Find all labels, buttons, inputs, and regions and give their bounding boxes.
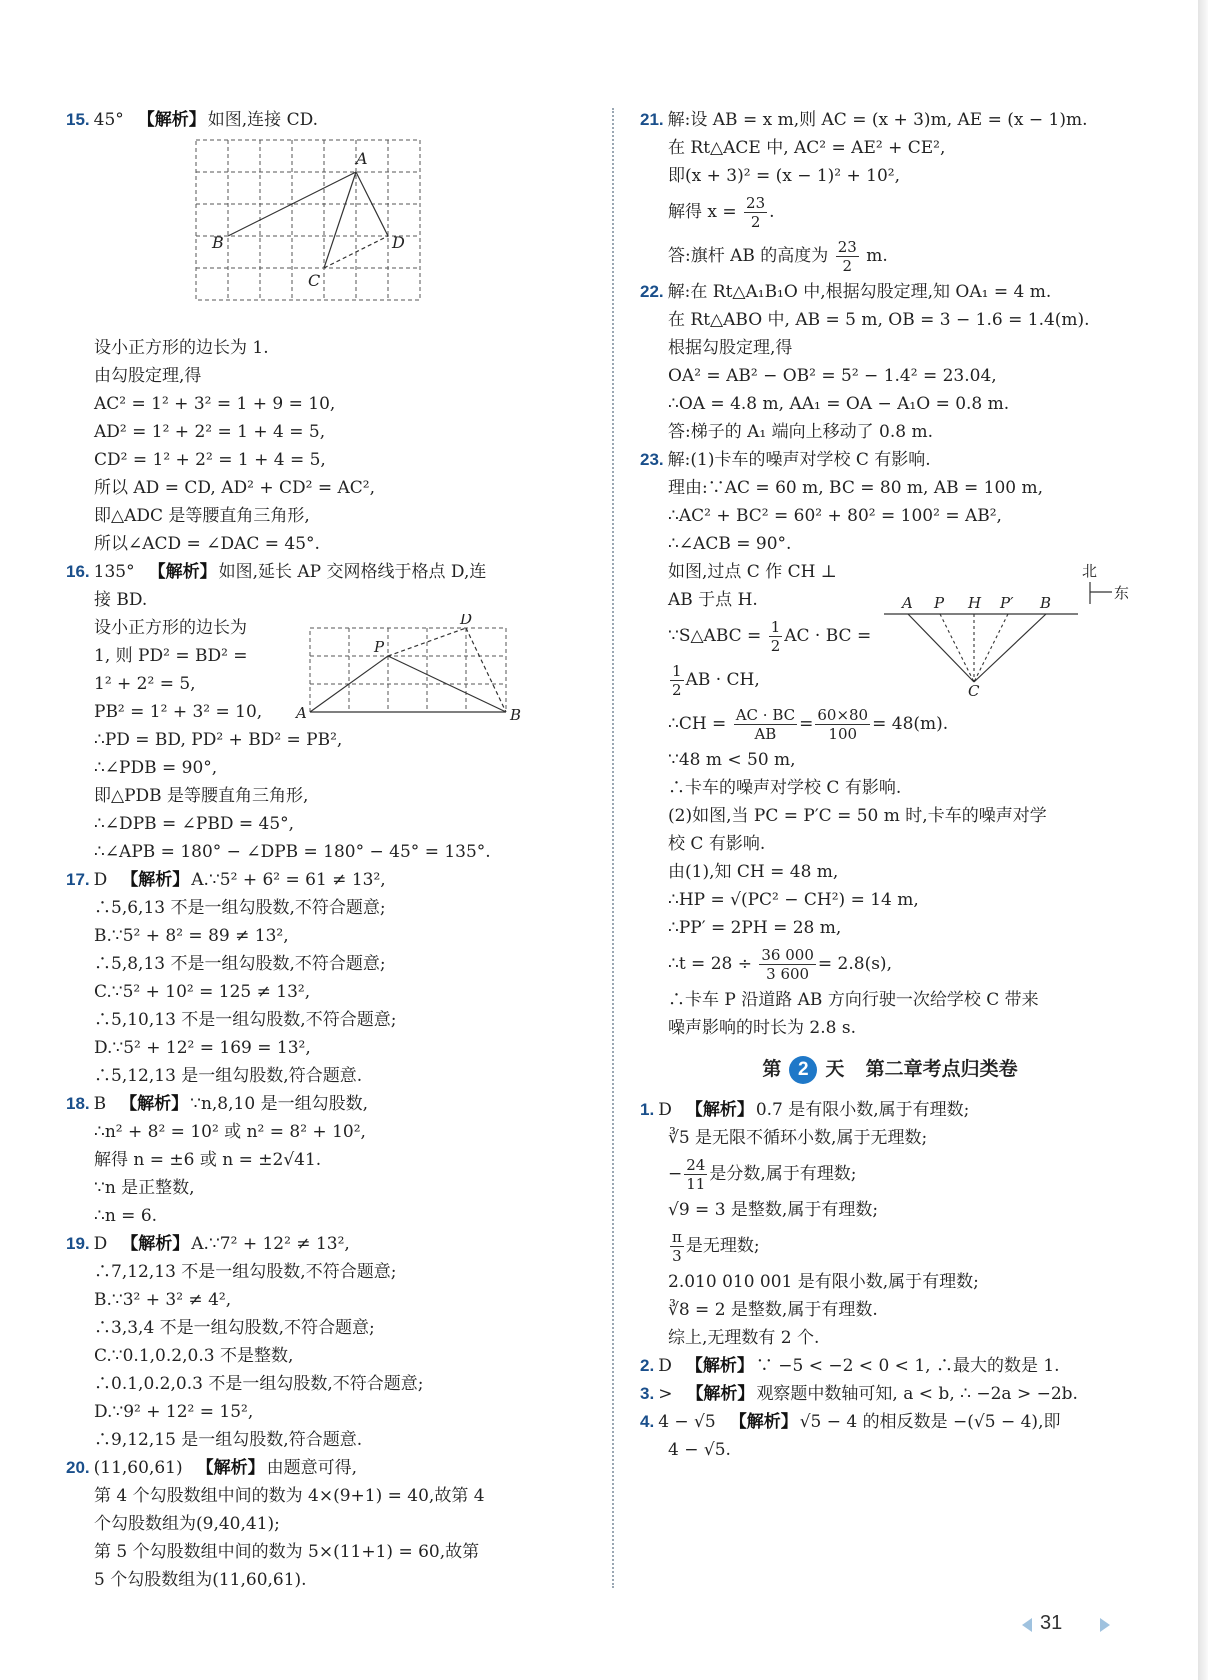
q16-side-line: 1, 则 PD² = BD² = [94,646,248,666]
q19-line: B.∵3² + 3² ≠ 4², [94,1290,232,1310]
q23-line: 噪声影响的时长为 2.8 s. [668,1018,856,1038]
q16-segment-bd [466,628,506,712]
q17-analysis-tag: 【解析】 [121,870,190,889]
q15-line: 所以 AD = CD, AD² + CD² = AC², [94,478,375,498]
compass-icon [1090,582,1112,604]
q23-line: ∴HP = √(PC² − CH²) = 14 m, [668,890,919,910]
q17-first: A.∵5² + 6² = 61 ≠ 13², [191,870,386,890]
s3-answer: > [658,1384,673,1404]
q23-line: ∴AC² + BC² = 60² + 80² = 100² = AB², [668,506,1002,526]
s1-pi-text: 是无理数; [685,1236,760,1256]
q21-first: 解:设 AB = x m,则 AC = (x + 3)m, AE = (x − 1)m. [667,110,1088,130]
s1-line: √9 = 3 是整数,属于有理数; [668,1200,879,1220]
q20-line: 5 个勾股数组为(11,60,61). [94,1570,307,1590]
q17-header [66,866,586,894]
q23-half-num: 1 [770,618,781,636]
q19-line: ∴9,12,15 是一组勾股数,符合题意. [94,1430,363,1450]
compass-north-label: 北 [1082,562,1098,580]
page-number: 31 [1040,1612,1063,1634]
q15-label-b: B [212,233,224,252]
q23-time-result: = 2.8(s), [817,954,892,974]
q15-analysis-tag: 【解析】 [137,110,206,129]
q23-time-num: 36 000 [761,946,814,964]
q18-line: ∴n² + 8² = 10² 或 n² = 8² + 10², [94,1122,366,1142]
q16-side-line: 1² + 2² = 5, [94,674,196,694]
s1-minus: − [668,1164,683,1184]
q21-line: 在 Rt△ACE 中, AC² = AE² + CE², [668,138,946,158]
q19-line: ∴0.1,0.2,0.3 不是一组勾股数,不符合题意; [94,1374,424,1394]
q23-ch-frac2 [815,706,870,743]
q23-line: (2)如图,当 PC = P′C = 50 m 时,卡车的噪声对学 [668,806,1047,826]
s1-fraction-line [668,1152,1140,1196]
q17-line: B.∵5² + 8² = 89 ≠ 13², [94,926,289,946]
q21-ans-num: 23 [837,238,857,256]
q21-frac-den: 2 [750,213,761,231]
s3-header [640,1380,1140,1408]
q19-line: C.∵0.1,0.2,0.3 不是整数, [94,1346,294,1366]
q19-line: D.∵9² + 12² = 15², [94,1402,254,1422]
q21-header [640,106,1140,134]
q16-line: ∴∠APB = 180° − ∠DPB = 180° − 45° = 135°. [94,842,491,862]
q23-label-c: C [968,682,980,696]
q23-line: 校 C 有影响. [668,834,766,854]
s1-fraction-text: 是分数,属于有理数; [709,1164,857,1184]
q18-answer: B [93,1094,107,1114]
q23-header [640,446,1140,474]
q15-line: 设小正方形的边长为 1. [94,338,269,358]
q19-header [66,1230,586,1258]
q22-header [640,278,1140,306]
q15-line: 即△ADC 是等腰直角三角形, [94,506,310,526]
s4-answer: 4 − √5 [658,1412,716,1432]
q23-area-text: ∵S△ABC = [668,626,762,646]
q16-line: 即△PDB 是等腰直角三角形, [94,786,309,806]
q20-line: 个勾股数组为(9,40,41); [94,1514,280,1534]
q18-first: ∵n,8,10 是一组勾股数, [190,1094,368,1114]
q17-line: ∴5,10,13 不是一组勾股数,不符合题意; [94,1010,397,1030]
q20-line: 第 5 个勾股数组中间的数为 5×(11+1) = 60,故第 [94,1542,480,1562]
q17-number: 17. [66,870,90,889]
q23-side-line: AB 于点 H. [668,590,758,610]
q23-line: ∴∠ACB = 90°. [668,534,792,554]
q15-line: AD² = 1² + 2² = 1 + 4 = 5, [94,422,326,442]
q20-first: 由题意可得, [266,1458,358,1478]
q21-fraction [744,194,767,231]
q23-line: ∴卡车 P 沿道路 AB 方向行驶一次给学校 C 带来 [668,990,1039,1010]
q23-side-line: 如图,过点 C 作 CH ⊥ [668,562,837,582]
q15-line: CD² = 1² + 2² = 1 + 4 = 5, [94,450,326,470]
q15-line: 由勾股定理,得 [94,366,202,386]
s1-answer: D [658,1100,672,1120]
q23-segment-pc [940,614,974,682]
q19-analysis-tag: 【解析】 [121,1234,190,1253]
section-name: 第二章考点归类卷 [865,1059,1018,1080]
q23-first: 解:(1)卡车的噪声对学校 C 有影响. [667,450,931,470]
s3-number: 3. [640,1384,655,1403]
q16-label-b: B [510,706,522,724]
q23-segment-ac [908,614,974,682]
q19-first: A.∵7² + 12² ≠ 13², [191,1234,350,1254]
s3-text: 观察题中数轴可知, a < b, ∴ −2a > −2b. [756,1384,1078,1404]
q15-segment-ac [324,172,356,268]
q15-label-c: C [308,271,321,290]
s1-header [640,1096,1140,1124]
s1-analysis-tag: 【解析】 [685,1100,754,1119]
q17-line: D.∵5² + 12² = 169 = 13², [94,1038,311,1058]
page-edge [1198,0,1208,1680]
q23-half [769,618,783,655]
q16-label-d: D [460,614,473,628]
s2-number: 2. [640,1356,655,1375]
s2-answer: D [658,1356,672,1376]
q15-intro: 如图,连接 CD. [207,110,319,130]
q23-ch-eq: = [799,714,814,734]
s4-line: 4 − √5. [668,1440,731,1460]
q23-line: ∵48 m < 50 m, [668,750,796,770]
q23-half-2 [670,662,684,699]
section-prefix: 第 [762,1059,782,1080]
q20-number: 20. [66,1458,90,1477]
s4-number: 4. [640,1412,655,1431]
q18-line: ∵n 是正整数, [94,1178,195,1198]
s1-number: 1. [640,1100,655,1119]
q21-answer-text: 答:旗杆 AB 的高度为 [668,246,829,266]
q16-intro2: 接 BD. [94,590,148,610]
s1-pi-num: π [672,1228,682,1246]
s4-text: √5 − 4 的相反数是 −(√5 − 4),即 [799,1412,1061,1432]
s1-frac-den: 11 [686,1175,706,1193]
q16-line: ∴∠PDB = 90°, [94,758,218,778]
q23-ch-den2: 100 [828,725,858,743]
q23-label-a: A [902,594,913,612]
q17-line: ∴5,12,13 是一组勾股数,符合题意. [94,1066,363,1086]
q23-label-p: P [934,594,945,612]
q23-road-figure [878,552,1138,696]
q21-answer-line [668,234,1140,278]
q18-number: 18. [66,1094,90,1113]
s1-line: ∛5 是无限不循环小数,属于无理数; [668,1128,928,1148]
q23-area-line-2 [668,658,871,702]
q23-half2-den: 2 [672,681,682,699]
section-title [640,1054,1140,1086]
left-column [66,106,586,1594]
q18-header [66,1090,586,1118]
q23-line: 理由:∵AC = 60 m, BC = 80 m, AB = 100 m, [668,478,1044,498]
q23-figure-block [668,558,1140,702]
q16-line: ∴∠DPB = ∠PBD = 45°, [94,814,295,834]
q16-intro: 如图,延长 AP 交网格线于格点 D,连 [218,562,487,582]
q15-line: AC² = 1² + 3² = 1 + 9 = 10, [94,394,336,414]
q23-segment-ppc [974,614,1008,682]
q21-solve-text: 解得 x = [668,202,737,222]
s1-pi-line [668,1224,1140,1268]
q15-grid-figure [66,136,586,332]
q23-ch-num1: AC · BC [735,706,796,724]
q23-area-line [668,614,871,658]
q21-answer-fraction [836,238,859,275]
q23-ch-den1: AB [754,725,777,743]
section-day-badge: 2 [789,1056,817,1084]
q16-line: ∴PD = BD, PD² + BD² = PB², [94,730,343,750]
q17-line: C.∵5² + 10² = 125 ≠ 13², [94,982,311,1002]
s1-pi-den: 3 [672,1247,682,1265]
s2-analysis-tag: 【解析】 [685,1356,754,1375]
q23-area-text-2: AC · BC = [784,626,872,646]
s2-text: ∵ −5 < −2 < 0 < 1, ∴最大的数是 1. [755,1356,1060,1376]
q17-line: ∴5,6,13 不是一组勾股数,不符合题意; [94,898,386,918]
q22-line: 根据勾股定理,得 [668,338,793,358]
q20-analysis-tag: 【解析】 [196,1458,265,1477]
s4-header [640,1408,1140,1436]
q15-answer: 45° [93,110,124,130]
q22-line: ∴OA = 4.8 m, AA₁ = OA − A₁O = 0.8 m. [668,394,1010,414]
q23-ch-text: ∴CH = [668,714,727,734]
q16-label-p: P [374,638,385,656]
q23-label-h: H [968,594,982,612]
q19-line: ∴7,12,13 不是一组勾股数,不符合题意; [94,1262,397,1282]
q23-label-pp: P′ [1000,594,1014,612]
q23-ch-frac1 [734,706,797,743]
q21-frac-num: 23 [746,194,766,212]
s1-frac-num: 24 [686,1156,706,1174]
q23-segment-bc [974,614,1046,682]
q18-line: 解得 n = ±6 或 n = ±2√41. [94,1150,322,1170]
q17-line: ∴5,8,13 不是一组勾股数,不符合题意; [94,954,386,974]
compass-east-label: 东 [1114,584,1130,602]
q15-header [66,106,586,134]
q19-answer: D [93,1234,108,1254]
s1-line: 2.010 010 001 是有限小数,属于有理数; [668,1272,979,1292]
s1-fraction [684,1156,707,1193]
q22-number: 22. [640,282,664,301]
q23-ch-line [668,702,1140,746]
s1-line: ∛8 = 2 是整数,属于有理数. [668,1300,878,1320]
s2-header [640,1352,1140,1380]
q22-line: OA² = AB² − OB² = 5² − 1.4² = 23.04, [668,366,997,386]
section-suffix: 天 [825,1059,845,1080]
q19-number: 19. [66,1234,90,1253]
q15-label-d: D [392,233,405,252]
s1-line: 综上,无理数有 2 个. [668,1328,820,1348]
q23-time-frac [759,946,816,983]
q23-line: ∴PP′ = 2PH = 28 m, [668,918,842,938]
q19-line: ∴3,3,4 不是一组勾股数,不符合题意; [94,1318,375,1338]
q16-grid-figure [294,614,534,726]
q23-time-den: 3 600 [766,965,810,983]
q23-half-den: 2 [770,637,781,655]
q21-solve-line [668,190,1140,234]
q23-number: 23. [640,450,664,469]
q20-answer: (11,60,61) [93,1458,183,1478]
q23-half2-num: 1 [672,662,682,680]
q16-number: 16. [66,562,90,581]
s1-pi-fraction [670,1228,684,1265]
s4-analysis-tag: 【解析】 [729,1412,798,1431]
q21-number: 21. [640,110,664,129]
q23-ch-num2: 60×80 [817,706,869,724]
q21-solve-end: . [769,202,775,222]
q16-side-line: 设小正方形的边长为 [94,618,247,638]
q16-side-line: PB² = 1² + 3² = 10, [94,702,263,722]
q16-label-a: A [296,704,307,722]
q16-answer: 135° [93,562,135,582]
q15-label-a: A [356,149,368,168]
q18-line: ∴n = 6. [94,1206,158,1226]
q15-line: 所以∠ACD = ∠DAC = 45°. [94,534,320,554]
q22-first: 解:在 Rt△A₁B₁O 中,根据勾股定理,知 OA₁ = 4 m. [667,282,1052,302]
next-page-arrow-icon [1100,1618,1110,1632]
q23-ch-result: = 48(m). [872,714,949,734]
right-column [640,106,1140,1464]
s1-first: 0.7 是有限小数,属于有理数; [755,1100,970,1120]
q16-header [66,558,586,586]
q16-analysis-tag: 【解析】 [148,562,217,581]
q23-area-text-3: AB · CH, [685,670,760,690]
q23-time-text: ∴t = 28 ÷ [668,954,752,974]
q22-line: 答:梯子的 A₁ 端向上移动了 0.8 m. [668,422,933,442]
s3-analysis-tag: 【解析】 [686,1384,755,1403]
q20-header [66,1454,586,1482]
prev-page-arrow-icon [1022,1618,1032,1632]
q20-line: 第 4 个勾股数组中间的数为 4×(9+1) = 40,故第 4 [94,1486,485,1506]
q23-time-line [668,942,1140,986]
q21-answer-unit: m. [866,246,888,266]
q21-ans-den: 2 [842,257,853,275]
q17-answer: D [93,870,108,890]
q22-line: 在 Rt△ABO 中, AB = 5 m, OB = 3 − 1.6 = 1.4(m). [668,310,1090,330]
q15-number: 15. [66,110,90,129]
q23-label-b: B [1040,594,1052,612]
q16-figure-block [94,614,586,726]
q23-line: ∴卡车的噪声对学校 C 有影响. [668,778,902,798]
q21-line: 即(x + 3)² = (x − 1)² + 10², [668,166,901,186]
q18-analysis-tag: 【解析】 [120,1094,189,1113]
q23-line: 由(1),知 CH = 48 m, [668,862,839,882]
column-divider [612,108,614,1588]
